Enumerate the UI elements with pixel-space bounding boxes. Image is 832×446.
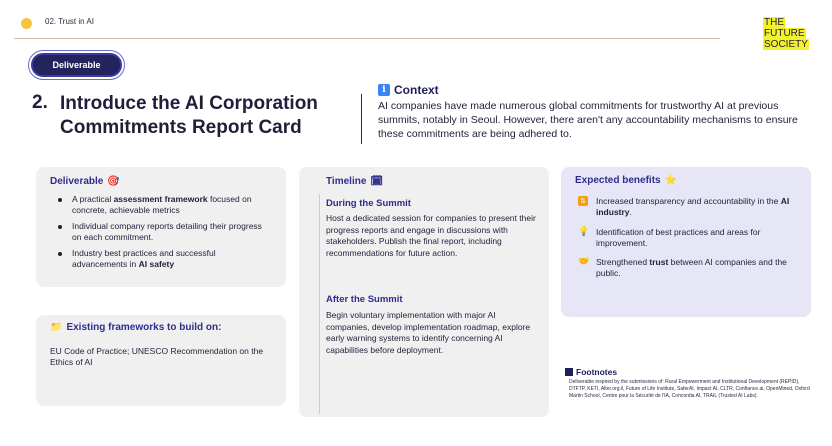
deliverable-list [58, 194, 273, 275]
handshake-icon: 🤝 [578, 257, 590, 267]
context-heading [378, 83, 439, 97]
logo-line-1: THE [764, 17, 784, 28]
deliverable-card-title: Deliverable [50, 176, 104, 187]
up-down-arrows-icon: ⇅ [578, 196, 588, 206]
deliverable-pill: Deliverable [31, 53, 122, 77]
info-icon: i [378, 84, 390, 96]
list-item: 🤝 Strengthened trust between AI companies and the public. [578, 257, 787, 278]
timeline-after-text: Begin voluntary implementation with major AI companies, develop implementation roadmap, explore early warning systems to identify concerning AI capabilities before deployment. [326, 310, 531, 355]
title-number: 2. [32, 92, 48, 113]
deliverable-card [36, 167, 286, 287]
footnote-icon [565, 368, 573, 376]
list-item: 💡 Identification of best practices and areas for improvement. [578, 227, 761, 248]
frameworks-text: EU Code of Practice; UNESCO Recommendation on the Ethics of AI [50, 346, 264, 367]
list-item: Individual company reports detailing their progress on each commitment. [58, 221, 273, 243]
timeline-card [299, 167, 549, 417]
list-item: Industry best practices and successful advancements in AI safety [58, 248, 273, 270]
timeline-card-title: Timeline [326, 176, 367, 187]
benefits-card-heading [575, 175, 677, 186]
benefits-card-title: Expected benefits [575, 175, 661, 186]
logo-line-3: SOCIETY [764, 39, 808, 50]
timeline-after-heading: After the Summit [326, 294, 403, 305]
section-dot-icon [21, 18, 32, 29]
title-divider [361, 94, 362, 144]
section-label: 02. Trust in AI [45, 17, 94, 26]
benefits-card [561, 167, 811, 317]
calendar-icon: 🗓 [370, 176, 384, 187]
frameworks-card-heading [50, 322, 221, 333]
light-bulb-icon: 💡 [578, 227, 590, 237]
frameworks-card-title: Existing frameworks to build on: [66, 322, 222, 333]
folder-icon: 📁 [50, 322, 63, 333]
frameworks-card [36, 315, 286, 406]
footnotes-heading-label: Footnotes [576, 367, 618, 377]
context-text: AI companies have made numerous global commitments for trustworthy AI at previous summits, notably in Seoul. However, there aren't any accountability mechanisms to ensure these commitments are being adhered to. [378, 100, 798, 140]
timeline-card-heading [326, 176, 383, 187]
top-rule [14, 15, 720, 39]
deliverable-card-heading [50, 176, 120, 187]
logo [763, 17, 813, 50]
context-heading-label: Context [394, 83, 439, 97]
list-item: A practical assessment framework focused on concrete, achievable metrics [58, 194, 273, 216]
footnotes-text: Deliverable inspired by the submissions of: Rural Empowerment and Institutional Development (REPID), DTFTP, KETI, Alter.org.il, Future of Life Institute, SaferAI, Impact AI, CLTR, Confiance.ai, OpenMined, Oxford Martin School, Centre pour la Sécurité de l'IA, Concordia AI, TRAIL (Trusted AI Labs). [569, 379, 810, 399]
star-icon: ⭐ [664, 175, 678, 186]
timeline-during-heading: During the Summit [326, 198, 411, 209]
list-item: ⇅ Increased transparency and accountability in the AI industry. [578, 196, 803, 218]
footnotes-heading [565, 367, 617, 377]
logo-line-2: FUTURE [764, 28, 805, 39]
target-icon: 🎯 [107, 176, 120, 187]
timeline-during-text: Host a dedicated session for companies to present their progress reports and engage in discussions with stakeholders. Publish the final report, including recommendations for future action. [326, 213, 536, 258]
page-title: Introduce the AI Corporation Commitments Report Card [60, 93, 318, 138]
timeline-line [319, 194, 320, 414]
